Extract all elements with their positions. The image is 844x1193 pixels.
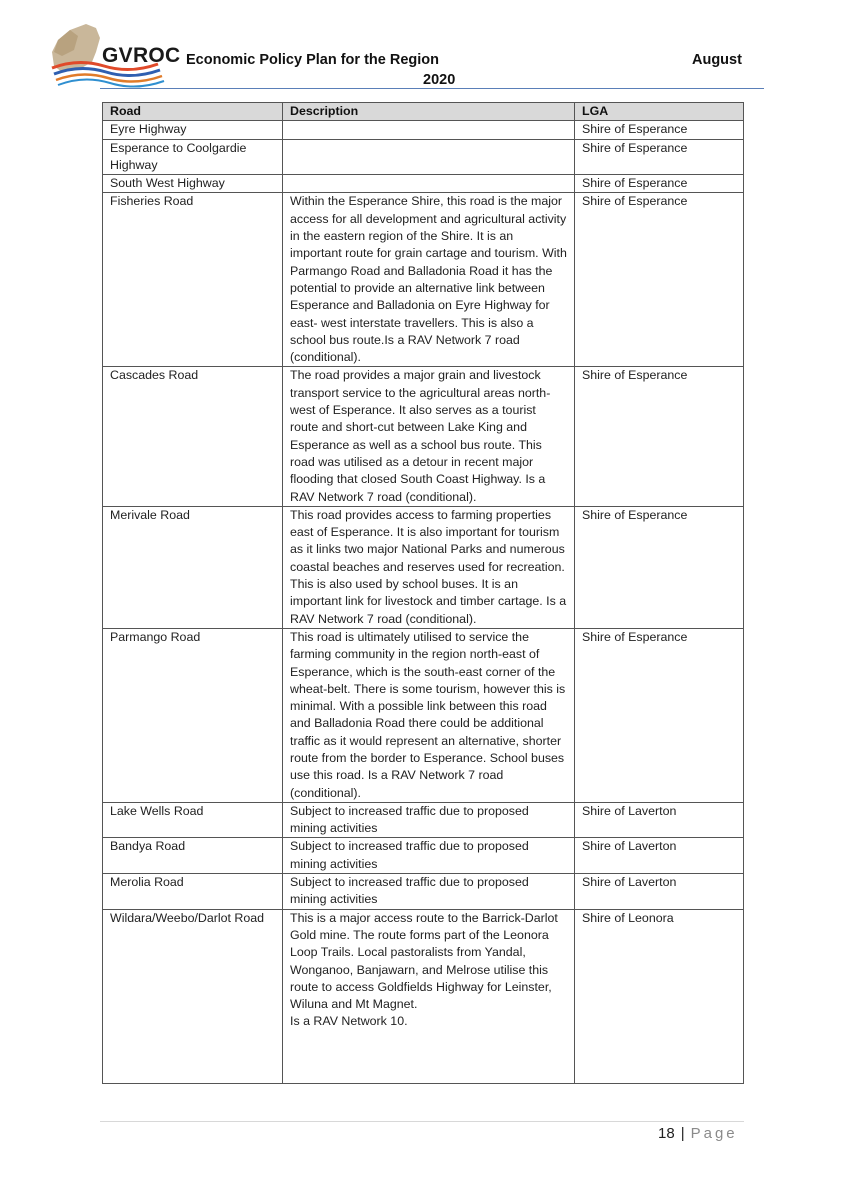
column-header-road: Road — [103, 103, 283, 121]
table-row — [103, 193, 744, 367]
road-description: Subject to increased traffic due to proposed mining activities — [283, 802, 575, 838]
road-description: Subject to increased traffic due to proposed mining activities — [283, 874, 575, 910]
table-row — [103, 874, 744, 910]
column-header-description: Description — [283, 103, 575, 121]
road-lga: Shire of Laverton — [575, 838, 744, 874]
road-description: Subject to increased traffic due to proposed mining activities — [283, 838, 575, 874]
table-row — [103, 367, 744, 506]
table-header-row — [103, 103, 744, 121]
table-row — [103, 628, 744, 802]
document-date-year: 2020 — [423, 72, 456, 88]
roads-table — [102, 102, 744, 1084]
road-description: This road is ultimately utilised to service the farming community in the region north-east of Esperance, which is the south-east corner of the wheat-belt. There is some tourism, however this is minimal. With a possible link between this road and Balladonia Road there could be additional traffic as it would represent an alternative, shorter route from the border to Esperance. School buses use this road. Is a RAV Network 7 road (conditional). — [283, 628, 575, 802]
road-name: Bandya Road — [103, 838, 283, 874]
table-row — [103, 838, 744, 874]
road-description — [283, 121, 575, 139]
document-date-month: August — [692, 52, 742, 68]
road-name: Merivale Road — [103, 506, 283, 628]
road-lga: Shire of Esperance — [575, 121, 744, 139]
page-label: Page — [690, 1125, 738, 1142]
road-name: Parmango Road — [103, 628, 283, 802]
table-row — [103, 802, 744, 838]
road-name: Wildara/Weebo/Darlot Road — [103, 909, 283, 1083]
document-title: Economic Policy Plan for the Region — [186, 52, 439, 68]
table-row — [103, 139, 744, 175]
table-row — [103, 506, 744, 628]
logo-wordmark: GVROC — [102, 44, 181, 67]
road-lga: Shire of Esperance — [575, 506, 744, 628]
column-header-lga: LGA — [575, 103, 744, 121]
footer-divider — [100, 1121, 744, 1122]
footer-separator: | — [680, 1125, 685, 1142]
page-number: 18 — [658, 1125, 675, 1142]
page-footer — [658, 1125, 738, 1142]
road-name: Lake Wells Road — [103, 802, 283, 838]
road-description: The road provides a major grain and livestock transport service to the agricultural areas north-west of Esperance. It also serves as a tourist route and short-cut between Lake King and Esperance as well as a school bus route. This road was utilised as a detour in recent major flooding that closed South Coast Highway. Is a RAV Network 7 road (conditional). — [283, 367, 575, 506]
header-divider — [100, 88, 764, 89]
table-row — [103, 909, 744, 1083]
road-lga: Shire of Laverton — [575, 802, 744, 838]
road-name: Merolia Road — [103, 874, 283, 910]
road-lga: Shire of Esperance — [575, 139, 744, 175]
road-name: South West Highway — [103, 175, 283, 193]
road-name: Eyre Highway — [103, 121, 283, 139]
road-lga: Shire of Esperance — [575, 628, 744, 802]
road-description: Within the Esperance Shire, this road is the major access for all development and agricultural activity in the eastern region of the Shire. It is an important route for grain cartage and tourism. With Parmango Road and Balladonia Road it has the potential to provide an alternative link between Esperance and Balladonia on Eyre Highway for east- west interstate travellers. This is also a school bus route.Is a RAV Network 7 road (conditional). — [283, 193, 575, 367]
road-name: Cascades Road — [103, 367, 283, 506]
road-description — [283, 175, 575, 193]
table-row — [103, 121, 744, 139]
road-description — [283, 139, 575, 175]
road-description: This road provides access to farming properties east of Esperance. It is also important for tourism as it links two major National Parks and numerous coastal beaches and reserves used for recreation. This is also used by school buses. It is an important link for livestock and timber cartage. Is a RAV Network 7 road (conditional). — [283, 506, 575, 628]
road-name: Fisheries Road — [103, 193, 283, 367]
road-lga: Shire of Esperance — [575, 193, 744, 367]
page-header — [0, 0, 844, 100]
road-name: Esperance to Coolgardie Highway — [103, 139, 283, 175]
road-lga: Shire of Esperance — [575, 175, 744, 193]
road-lga: Shire of Esperance — [575, 367, 744, 506]
road-lga: Shire of Leonora — [575, 909, 744, 1083]
table-row — [103, 175, 744, 193]
road-lga: Shire of Laverton — [575, 874, 744, 910]
road-description: This is a major access route to the Barrick-Darlot Gold mine. The route forms part of the Leonora Loop Trails. Local pastoralists from Yandal, Wonganoo, Banjawarn, and Melrose utilise this route to access Goldfields Highway for Leinster, Wiluna and Mt Magnet. Is a RAV Network 10. — [283, 909, 575, 1083]
